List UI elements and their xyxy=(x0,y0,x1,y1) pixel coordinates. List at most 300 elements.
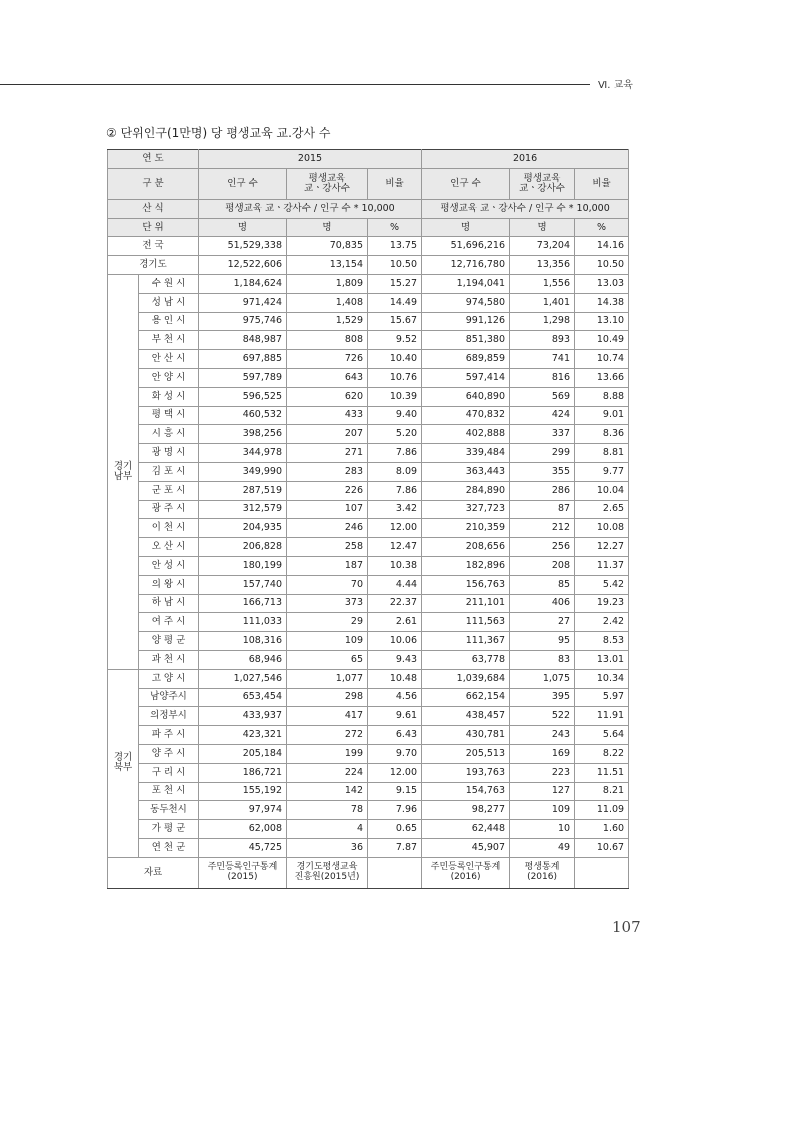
formula-2015: 평생교육 교ㆍ강사수 / 인구 수 * 10,000 xyxy=(199,199,422,218)
page-number: 107 xyxy=(612,918,641,936)
formula-2016: 평생교육 교ㆍ강사수 / 인구 수 * 10,000 xyxy=(422,199,629,218)
row-label: 전 국 xyxy=(108,237,199,256)
value-cell: 8.53 xyxy=(575,632,629,651)
edu-header-2015 xyxy=(287,168,368,199)
value-cell: 51,529,338 xyxy=(199,237,287,256)
value-cell: 13.66 xyxy=(575,368,629,387)
value-cell: 286 xyxy=(510,481,575,500)
city-label: 안 성 시 xyxy=(139,556,199,575)
value-cell: 166,713 xyxy=(199,594,287,613)
source-label: 자료 xyxy=(108,857,199,888)
city-label: 여 주 시 xyxy=(139,613,199,632)
table-row xyxy=(108,688,629,707)
table-row xyxy=(108,237,629,256)
value-cell: 12,716,780 xyxy=(422,256,510,275)
ratio-header-2015: 비율 xyxy=(368,168,422,199)
table-row xyxy=(108,350,629,369)
value-cell: 726 xyxy=(287,350,368,369)
value-cell: 14.49 xyxy=(368,293,422,312)
table-row xyxy=(108,801,629,820)
value-cell: 68,946 xyxy=(199,650,287,669)
value-cell: 9.01 xyxy=(575,406,629,425)
value-cell: 207 xyxy=(287,425,368,444)
table-row xyxy=(108,368,629,387)
source-pop-2016-line1: 주민등록인구통계 xyxy=(430,862,501,873)
value-cell: 19.23 xyxy=(575,594,629,613)
region-label-line2: 남부 xyxy=(113,470,133,482)
value-cell: 337 xyxy=(510,425,575,444)
city-label: 파 주 시 xyxy=(139,726,199,745)
value-cell: 1,184,624 xyxy=(199,274,287,293)
value-cell: 398,256 xyxy=(199,425,287,444)
source-pop-2016 xyxy=(422,857,510,888)
value-cell: 8.88 xyxy=(575,387,629,406)
value-cell: 211,101 xyxy=(422,594,510,613)
formula-label: 산 식 xyxy=(108,199,199,218)
unit-pop-2016: 명 xyxy=(422,218,510,237)
value-cell: 223 xyxy=(510,763,575,782)
city-label: 의정부시 xyxy=(139,707,199,726)
value-cell: 424 xyxy=(510,406,575,425)
value-cell: 70,835 xyxy=(287,237,368,256)
value-cell: 438,457 xyxy=(422,707,510,726)
value-cell: 199 xyxy=(287,744,368,763)
edu-header-line1: 평생교육 xyxy=(308,172,346,184)
value-cell: 596,525 xyxy=(199,387,287,406)
value-cell: 14.16 xyxy=(575,237,629,256)
value-cell: 974,580 xyxy=(422,293,510,312)
pop-header-2016: 인구 수 xyxy=(422,168,510,199)
value-cell: 9.43 xyxy=(368,650,422,669)
value-cell: 111,367 xyxy=(422,632,510,651)
table-row xyxy=(108,331,629,350)
value-cell: 15.67 xyxy=(368,312,422,331)
value-cell: 9.15 xyxy=(368,782,422,801)
value-cell: 111,563 xyxy=(422,613,510,632)
value-cell: 11.37 xyxy=(575,556,629,575)
table-row xyxy=(108,575,629,594)
statistics-table xyxy=(107,149,629,889)
unit-ratio-2015: % xyxy=(368,218,422,237)
value-cell: 5.97 xyxy=(575,688,629,707)
value-cell: 272 xyxy=(287,726,368,745)
value-cell: 851,380 xyxy=(422,331,510,350)
value-cell: 205,513 xyxy=(422,744,510,763)
value-cell: 1,401 xyxy=(510,293,575,312)
value-cell: 10.40 xyxy=(368,350,422,369)
value-cell: 848,987 xyxy=(199,331,287,350)
value-cell: 643 xyxy=(287,368,368,387)
value-cell: 1,809 xyxy=(287,274,368,293)
city-label: 안 산 시 xyxy=(139,350,199,369)
value-cell: 433 xyxy=(287,406,368,425)
table-row xyxy=(108,500,629,519)
value-cell: 78 xyxy=(287,801,368,820)
value-cell: 157,740 xyxy=(199,575,287,594)
value-cell: 154,763 xyxy=(422,782,510,801)
value-cell: 73,204 xyxy=(510,237,575,256)
value-cell: 327,723 xyxy=(422,500,510,519)
source-edu-2015 xyxy=(287,857,368,888)
table-row xyxy=(108,256,629,275)
city-label: 구 리 시 xyxy=(139,763,199,782)
source-ratio-2015 xyxy=(368,857,422,888)
value-cell: 1.60 xyxy=(575,820,629,839)
value-cell: 339,484 xyxy=(422,444,510,463)
value-cell: 111,033 xyxy=(199,613,287,632)
value-cell: 395 xyxy=(510,688,575,707)
value-cell: 212 xyxy=(510,519,575,538)
table-row xyxy=(108,632,629,651)
value-cell: 108,316 xyxy=(199,632,287,651)
value-cell: 1,027,546 xyxy=(199,669,287,688)
value-cell: 10 xyxy=(510,820,575,839)
year-label: 연 도 xyxy=(108,150,199,169)
value-cell: 11.09 xyxy=(575,801,629,820)
region-label xyxy=(108,274,139,669)
source-pop-2015-line2: (2015) xyxy=(227,871,258,882)
category-row xyxy=(108,168,629,199)
city-label: 이 천 시 xyxy=(139,519,199,538)
value-cell: 12.47 xyxy=(368,538,422,557)
value-cell: 5.20 xyxy=(368,425,422,444)
value-cell: 10.49 xyxy=(575,331,629,350)
table-row xyxy=(108,425,629,444)
value-cell: 85 xyxy=(510,575,575,594)
table-row xyxy=(108,519,629,538)
value-cell: 51,696,216 xyxy=(422,237,510,256)
table-row xyxy=(108,838,629,857)
value-cell: 182,896 xyxy=(422,556,510,575)
value-cell: 312,579 xyxy=(199,500,287,519)
city-label: 광 명 시 xyxy=(139,444,199,463)
value-cell: 10.06 xyxy=(368,632,422,651)
region-label-line1: 경기 xyxy=(113,460,133,472)
year-row xyxy=(108,150,629,169)
table-row xyxy=(108,274,629,293)
value-cell: 63,778 xyxy=(422,650,510,669)
value-cell: 8.09 xyxy=(368,462,422,481)
value-cell: 363,443 xyxy=(422,462,510,481)
value-cell: 246 xyxy=(287,519,368,538)
value-cell: 13,356 xyxy=(510,256,575,275)
value-cell: 10.74 xyxy=(575,350,629,369)
table-row xyxy=(108,556,629,575)
region-label-line1: 경기 xyxy=(113,752,133,764)
value-cell: 8.21 xyxy=(575,782,629,801)
source-edu-2015-line2: 진흥원(2015년) xyxy=(294,871,360,882)
city-label: 화 성 시 xyxy=(139,387,199,406)
region-label-line2: 북부 xyxy=(113,762,133,774)
value-cell: 1,298 xyxy=(510,312,575,331)
header-rule xyxy=(0,84,590,85)
value-cell: 10.39 xyxy=(368,387,422,406)
value-cell: 12.27 xyxy=(575,538,629,557)
value-cell: 287,519 xyxy=(199,481,287,500)
value-cell: 186,721 xyxy=(199,763,287,782)
city-label: 동두천시 xyxy=(139,801,199,820)
table-row xyxy=(108,707,629,726)
value-cell: 9.70 xyxy=(368,744,422,763)
city-label: 양 주 시 xyxy=(139,744,199,763)
value-cell: 208,656 xyxy=(422,538,510,557)
value-cell: 271 xyxy=(287,444,368,463)
edu-header-line1: 평생교육 xyxy=(523,172,561,184)
value-cell: 155,192 xyxy=(199,782,287,801)
value-cell: 169 xyxy=(510,744,575,763)
table-row xyxy=(108,481,629,500)
value-cell: 62,448 xyxy=(422,820,510,839)
value-cell: 6.43 xyxy=(368,726,422,745)
city-label: 광 주 시 xyxy=(139,500,199,519)
unit-ratio-2016: % xyxy=(575,218,629,237)
value-cell: 522 xyxy=(510,707,575,726)
source-pop-2015 xyxy=(199,857,287,888)
value-cell: 2.42 xyxy=(575,613,629,632)
value-cell: 87 xyxy=(510,500,575,519)
value-cell: 193,763 xyxy=(422,763,510,782)
value-cell: 640,890 xyxy=(422,387,510,406)
value-cell: 14.38 xyxy=(575,293,629,312)
value-cell: 45,725 xyxy=(199,838,287,857)
table-row xyxy=(108,462,629,481)
table-row xyxy=(108,650,629,669)
city-label: 양 평 군 xyxy=(139,632,199,651)
value-cell: 65 xyxy=(287,650,368,669)
source-edu-2016 xyxy=(510,857,575,888)
value-cell: 460,532 xyxy=(199,406,287,425)
value-cell: 470,832 xyxy=(422,406,510,425)
value-cell: 344,978 xyxy=(199,444,287,463)
value-cell: 224 xyxy=(287,763,368,782)
table-row xyxy=(108,669,629,688)
value-cell: 7.96 xyxy=(368,801,422,820)
value-cell: 10.08 xyxy=(575,519,629,538)
value-cell: 349,990 xyxy=(199,462,287,481)
table-row xyxy=(108,726,629,745)
value-cell: 8.22 xyxy=(575,744,629,763)
value-cell: 5.64 xyxy=(575,726,629,745)
city-label: 수 원 시 xyxy=(139,274,199,293)
city-label: 연 천 군 xyxy=(139,838,199,857)
city-label: 오 산 시 xyxy=(139,538,199,557)
source-edu-2015-line1: 경기도평생교육 xyxy=(296,862,358,873)
ratio-header-2016: 비율 xyxy=(575,168,629,199)
value-cell: 0.65 xyxy=(368,820,422,839)
value-cell: 355 xyxy=(510,462,575,481)
year-2016: 2016 xyxy=(422,150,629,169)
table-row xyxy=(108,613,629,632)
city-label: 부 천 시 xyxy=(139,331,199,350)
value-cell: 430,781 xyxy=(422,726,510,745)
value-cell: 8.81 xyxy=(575,444,629,463)
table-row xyxy=(108,406,629,425)
value-cell: 142 xyxy=(287,782,368,801)
table-row xyxy=(108,763,629,782)
city-label: 고 양 시 xyxy=(139,669,199,688)
value-cell: 2.65 xyxy=(575,500,629,519)
value-cell: 156,763 xyxy=(422,575,510,594)
value-cell: 423,321 xyxy=(199,726,287,745)
source-pop-2016-line2: (2016) xyxy=(450,871,481,882)
value-cell: 697,885 xyxy=(199,350,287,369)
value-cell: 971,424 xyxy=(199,293,287,312)
unit-row xyxy=(108,218,629,237)
table-title: ② 단위인구(1만명) 당 평생교육 교.강사 수 xyxy=(106,126,331,140)
unit-edu-2015: 명 xyxy=(287,218,368,237)
value-cell: 187 xyxy=(287,556,368,575)
value-cell: 10.38 xyxy=(368,556,422,575)
source-ratio-2016 xyxy=(575,857,629,888)
value-cell: 49 xyxy=(510,838,575,857)
value-cell: 11.51 xyxy=(575,763,629,782)
value-cell: 107 xyxy=(287,500,368,519)
edu-header-2016 xyxy=(510,168,575,199)
edu-header-line2: 교ㆍ강사수 xyxy=(519,182,565,194)
city-label: 가 평 군 xyxy=(139,820,199,839)
value-cell: 597,789 xyxy=(199,368,287,387)
table-row xyxy=(108,594,629,613)
value-cell: 1,075 xyxy=(510,669,575,688)
table-row xyxy=(108,538,629,557)
value-cell: 204,935 xyxy=(199,519,287,538)
value-cell: 689,859 xyxy=(422,350,510,369)
table-row xyxy=(108,820,629,839)
edu-header-line2: 교ㆍ강사수 xyxy=(304,182,350,194)
value-cell: 9.77 xyxy=(575,462,629,481)
value-cell: 256 xyxy=(510,538,575,557)
city-label: 안 양 시 xyxy=(139,368,199,387)
city-label: 포 천 시 xyxy=(139,782,199,801)
value-cell: 597,414 xyxy=(422,368,510,387)
value-cell: 70 xyxy=(287,575,368,594)
value-cell: 62,008 xyxy=(199,820,287,839)
value-cell: 991,126 xyxy=(422,312,510,331)
value-cell: 9.61 xyxy=(368,707,422,726)
value-cell: 10.34 xyxy=(575,669,629,688)
unit-pop-2015: 명 xyxy=(199,218,287,237)
value-cell: 9.52 xyxy=(368,331,422,350)
city-label: 용 인 시 xyxy=(139,312,199,331)
city-label: 성 남 시 xyxy=(139,293,199,312)
city-label: 의 왕 시 xyxy=(139,575,199,594)
value-cell: 10.48 xyxy=(368,669,422,688)
value-cell: 243 xyxy=(510,726,575,745)
year-2015: 2015 xyxy=(199,150,422,169)
section-header: Ⅵ. 교육 xyxy=(598,80,633,91)
value-cell: 11.91 xyxy=(575,707,629,726)
value-cell: 10.04 xyxy=(575,481,629,500)
city-label: 과 천 시 xyxy=(139,650,199,669)
value-cell: 258 xyxy=(287,538,368,557)
value-cell: 653,454 xyxy=(199,688,287,707)
row-label: 경기도 xyxy=(108,256,199,275)
source-pop-2015-line1: 주민등록인구통계 xyxy=(207,862,278,873)
region-label xyxy=(108,669,139,857)
value-cell: 433,937 xyxy=(199,707,287,726)
table-row xyxy=(108,444,629,463)
value-cell: 4.44 xyxy=(368,575,422,594)
value-cell: 45,907 xyxy=(422,838,510,857)
value-cell: 13.03 xyxy=(575,274,629,293)
value-cell: 97,974 xyxy=(199,801,287,820)
value-cell: 7.86 xyxy=(368,444,422,463)
value-cell: 205,184 xyxy=(199,744,287,763)
value-cell: 83 xyxy=(510,650,575,669)
value-cell: 620 xyxy=(287,387,368,406)
value-cell: 180,199 xyxy=(199,556,287,575)
city-label: 군 포 시 xyxy=(139,481,199,500)
value-cell: 662,154 xyxy=(422,688,510,707)
table-row xyxy=(108,387,629,406)
city-label: 평 택 시 xyxy=(139,406,199,425)
value-cell: 10.50 xyxy=(368,256,422,275)
city-label: 김 포 시 xyxy=(139,462,199,481)
value-cell: 1,529 xyxy=(287,312,368,331)
value-cell: 3.42 xyxy=(368,500,422,519)
value-cell: 10.67 xyxy=(575,838,629,857)
value-cell: 27 xyxy=(510,613,575,632)
value-cell: 299 xyxy=(510,444,575,463)
city-label: 시 흥 시 xyxy=(139,425,199,444)
value-cell: 12.00 xyxy=(368,519,422,538)
source-edu-2016-line1: 평생통계 xyxy=(524,862,560,873)
value-cell: 208 xyxy=(510,556,575,575)
value-cell: 22.37 xyxy=(368,594,422,613)
value-cell: 9.40 xyxy=(368,406,422,425)
value-cell: 10.50 xyxy=(575,256,629,275)
formula-row xyxy=(108,199,629,218)
unit-label: 단 위 xyxy=(108,218,199,237)
value-cell: 12.00 xyxy=(368,763,422,782)
value-cell: 12,522,606 xyxy=(199,256,287,275)
source-row xyxy=(108,857,629,888)
value-cell: 13.10 xyxy=(575,312,629,331)
value-cell: 406 xyxy=(510,594,575,613)
value-cell: 569 xyxy=(510,387,575,406)
value-cell: 5.42 xyxy=(575,575,629,594)
table-row xyxy=(108,312,629,331)
value-cell: 8.36 xyxy=(575,425,629,444)
value-cell: 7.87 xyxy=(368,838,422,857)
city-label: 남양주시 xyxy=(139,688,199,707)
value-cell: 210,359 xyxy=(422,519,510,538)
table-row xyxy=(108,782,629,801)
value-cell: 283 xyxy=(287,462,368,481)
value-cell: 109 xyxy=(510,801,575,820)
pop-header-2015: 인구 수 xyxy=(199,168,287,199)
value-cell: 13,154 xyxy=(287,256,368,275)
value-cell: 1,077 xyxy=(287,669,368,688)
source-edu-2016-line2: (2016) xyxy=(527,871,557,882)
value-cell: 373 xyxy=(287,594,368,613)
table-row xyxy=(108,293,629,312)
value-cell: 127 xyxy=(510,782,575,801)
table-row xyxy=(108,744,629,763)
value-cell: 298 xyxy=(287,688,368,707)
value-cell: 1,556 xyxy=(510,274,575,293)
value-cell: 15.27 xyxy=(368,274,422,293)
value-cell: 109 xyxy=(287,632,368,651)
value-cell: 741 xyxy=(510,350,575,369)
value-cell: 206,828 xyxy=(199,538,287,557)
value-cell: 98,277 xyxy=(422,801,510,820)
value-cell: 13.75 xyxy=(368,237,422,256)
city-label: 하 남 시 xyxy=(139,594,199,613)
value-cell: 1,039,684 xyxy=(422,669,510,688)
value-cell: 1,408 xyxy=(287,293,368,312)
value-cell: 4.56 xyxy=(368,688,422,707)
